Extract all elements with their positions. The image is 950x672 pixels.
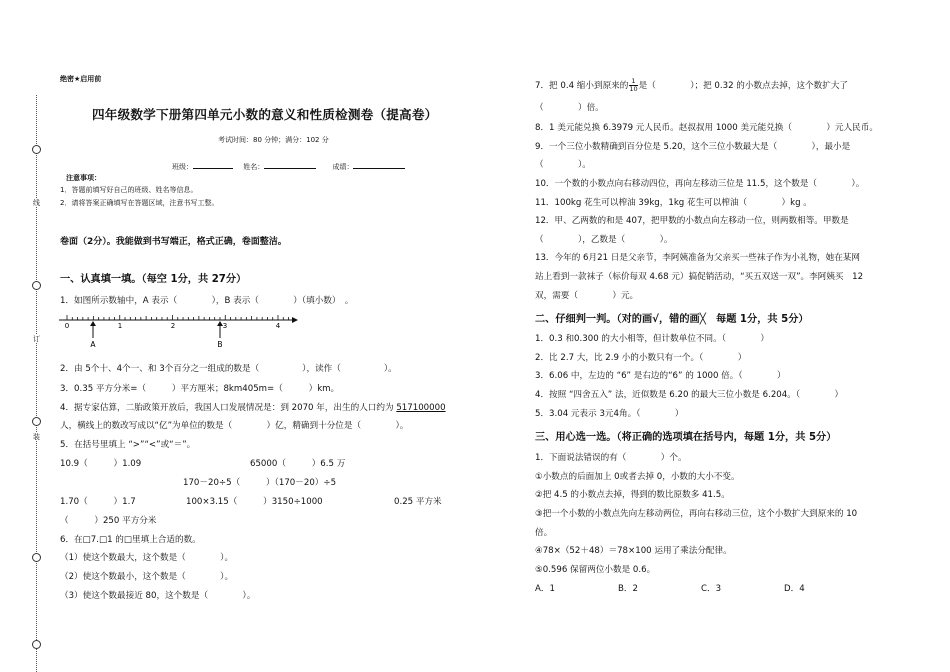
judge-1: 1．0.3 和0.300 的大小相等，但计数单位不同。（ ） bbox=[535, 334, 769, 344]
question-6-2: （2）使这个数最小，这个数是（ ）。 bbox=[60, 572, 234, 582]
neatness-statement: 卷面（2分）。我能做到书写端正，格式正确，卷面整洁。 bbox=[60, 237, 287, 247]
option-d: D．4 bbox=[784, 584, 805, 594]
binding-label-line: 线 bbox=[33, 199, 40, 207]
question-13-end: 双，需要（ ）元。 bbox=[535, 291, 639, 301]
question-11: 11．100kg 花生可以榨油 39kg，1kg 花生可以榨油（ ）kg 。 bbox=[535, 198, 812, 208]
question-5: 5．在括号里填上 “>”“<”或“＝”。 bbox=[60, 440, 196, 450]
option-a: A．1 bbox=[535, 584, 555, 594]
question-3: 3．0.35 平方分米=（ ）平方厘米；8km405m=（ ）km。 bbox=[60, 384, 340, 394]
binding-hole bbox=[32, 145, 41, 154]
question-6: 6．在□7.□1 的□里填上合适的数。 bbox=[60, 535, 201, 545]
question-13-cont: 站上看到一款袜子（标价每双 4.68 元）搞促销活动，“买五双送一双”。李阿姨买 12 bbox=[535, 272, 864, 282]
judge-4: 4．按照 “四舍五入” 法，近似数是 6.20 的最大三位小数是 6.204。（ ） bbox=[535, 390, 844, 400]
notice-item: 2．请将答案正确填写在答题区域，注意书写工整。 bbox=[60, 199, 219, 207]
statement-4: ④78×（52＋48）＝78×100 运用了乘法分配律。 bbox=[535, 546, 732, 556]
compare-item: 1.70（ ）1.7 bbox=[60, 497, 136, 507]
fraction-one-tenth: $\frac{1}{10}$ bbox=[629, 77, 638, 93]
notice-heading: 注意事项： bbox=[66, 174, 101, 182]
name-field[interactable] bbox=[264, 160, 316, 169]
score-field[interactable] bbox=[353, 160, 405, 169]
binding-label-order: 订 bbox=[33, 335, 40, 343]
choice-1: 1．下面说法错误的有（ ）个。 bbox=[535, 453, 687, 463]
binding-margin bbox=[34, 95, 40, 672]
binding-hole bbox=[32, 640, 41, 649]
tick-label-3: 3 bbox=[222, 322, 228, 330]
question-13: 13．今年的 6月21 日是父亲节，李阿姨准备为父亲买一些袜子作为小礼物，她在某网 bbox=[535, 253, 860, 263]
question-10: 10．一个数的小数点向右移动四位，再向左移动三位是 11.5，这个数是（ ）。 bbox=[535, 179, 865, 189]
section1-heading: 一、认真填一填。（每空 1分，共 27分） bbox=[60, 274, 247, 285]
statement-5: ⑤0.596 保留两位小数是 0.6。 bbox=[535, 565, 656, 575]
question-2: 2．由 5个十、4个一、和 3个百分之一组成的数是（ ），读作（ ）。 bbox=[60, 364, 397, 374]
section2-heading: 二、仔细判一判。（对的画√，错的画╳ 每题 1分，共 5分） bbox=[535, 314, 809, 325]
binding-label-bind: 装 bbox=[33, 433, 40, 441]
point-b-label: B bbox=[217, 340, 223, 349]
judge-5: 5．3.04 元表示 3元4角。（ ） bbox=[535, 409, 684, 419]
compare-item: 0.25 平方米 bbox=[394, 497, 442, 507]
exam-info: 考试时间：80 分钟；满分：102 分 bbox=[218, 136, 329, 144]
tick-label-2: 2 bbox=[170, 322, 176, 330]
number-line bbox=[56, 310, 301, 352]
binding-dotted-line bbox=[36, 95, 37, 672]
binding-hole bbox=[32, 553, 41, 562]
question-6-3: （3）使这个数最接近 80，这个数是（ ）。 bbox=[60, 591, 256, 601]
statement-3-cont: 倍。 bbox=[535, 528, 553, 538]
page-title: 四年级数学下册第四单元小数的意义和性质检测卷（提高卷） bbox=[92, 107, 438, 122]
secret-label: 绝密★启用前 bbox=[60, 75, 102, 83]
question-12-cont: （ ），乙数是（ ）。 bbox=[535, 235, 673, 245]
compare-item: 170－20÷5（ ）（170－20）÷5 bbox=[183, 478, 337, 488]
compare-item: （ ）250 平方分米 bbox=[60, 516, 157, 526]
name-label: 姓名： bbox=[243, 163, 265, 171]
compare-item: 10.9（ ）1.09 bbox=[60, 459, 142, 469]
population-number: 517100000 bbox=[396, 403, 446, 413]
class-label: 班级： bbox=[172, 163, 193, 171]
question-12: 12．甲、乙两数的和是 407，把甲数的小数点向左移动一位，则两数相等。甲数是 bbox=[535, 216, 849, 226]
tick-label-1: 1 bbox=[117, 322, 123, 330]
question-9-cont: （ ）。 bbox=[535, 160, 591, 170]
binding-hole bbox=[32, 417, 41, 426]
question-4: 4．据专家估算，二胎政策开放后，我国人口发展情况是：到 2070 年，出生的人口约为 517100000 bbox=[60, 403, 446, 413]
tick-label-4: 4 bbox=[275, 322, 281, 330]
question-7: 7．把 0.4 缩小到原来的 $\frac{1}{10}$ 是（ ）；把 0.32 的小数点去掉，这个数扩大了 bbox=[535, 77, 849, 93]
statement-1: ①小数点的后面加上 0或者去掉 0，小数的大小不变。 bbox=[535, 472, 740, 482]
score-label: 成绩： bbox=[332, 163, 354, 171]
option-c: C．3 bbox=[701, 584, 722, 594]
point-a-label: A bbox=[90, 340, 96, 349]
option-b: B．2 bbox=[618, 584, 638, 594]
question-6-1: （1）使这个数最大，这个数是（ ）。 bbox=[60, 553, 234, 563]
question-4-cont: 人，横线上的数改写成以“亿”为单位的数是（ ）亿，精确到十分位是（ ）。 bbox=[60, 421, 409, 431]
question-7-cont: （ ）倍。 bbox=[535, 103, 604, 113]
notice-item: 1．答题前填写好自己的班级、姓名等信息。 bbox=[60, 186, 198, 194]
compare-item: 100×3.15（ ）3150÷1000 bbox=[186, 497, 323, 507]
tick-label-0: 0 bbox=[64, 322, 70, 330]
class-field[interactable] bbox=[193, 160, 233, 169]
statement-2: ②把 4.5 的小数点去掉，得到的数比原数多 41.5。 bbox=[535, 490, 730, 500]
info-fields bbox=[172, 160, 405, 172]
statement-3: ③把一个小数的小数点先向左移动两位，再向右移动三位，这个小数扩大到原来的 10 bbox=[535, 509, 858, 519]
binding-hole bbox=[32, 281, 41, 290]
question-1: 1．如图所示数轴中，A 表示（ ），B 表示（ ）（填小数） 。 bbox=[60, 296, 354, 306]
compare-item: 65000（ ）6.5 万 bbox=[250, 459, 346, 469]
question-8: 8．1 美元能兑换 6.3979 元人民币。赵叔叔用 1000 美元能兑换（ ）元人民币。 bbox=[535, 123, 878, 133]
section3-heading: 三、用心选一选。（将正确的选项填在括号内，每题 1分，共 5分） bbox=[535, 432, 837, 443]
judge-2: 2．比 2.7 大，比 2.9 小的小数只有一个。（ ） bbox=[535, 353, 747, 363]
question-9: 9．一个三位小数精确到百分位是 5.20，这个三位小数最大是（ ），最小是 bbox=[535, 142, 851, 152]
judge-3: 3．6.06 中，左边的 “6” 是右边的“6” 的 1000 倍。（ ） bbox=[535, 371, 786, 381]
